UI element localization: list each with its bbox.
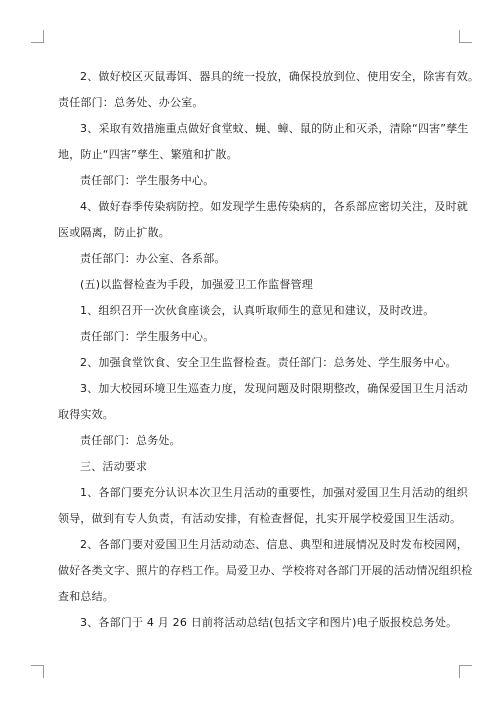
paragraph-line: 4、做好春季传染病防控。如发现学生患传染病的，各系部应密切关注，及时就 <box>80 200 468 213</box>
paragraph-line: 领导，做到有专人负责，有活动安排，有检查督促，扎实开展学校爱国卫生活动。 <box>58 512 462 525</box>
page-corner-mark-top-right <box>459 30 472 43</box>
section-heading: 三、活动要求 <box>80 460 148 473</box>
paragraph-line: 责任部门：总务处。 <box>80 434 181 447</box>
paragraph-line: 3、各部门于 4 月 26 日前将活动总结(包括文字和图片)电子版报校总务处。 <box>80 616 458 629</box>
paragraph-line: 取得实效。 <box>58 408 114 421</box>
page-corner-mark-bottom-left <box>31 665 44 678</box>
paragraph-line: 2、加强食堂饮食、安全卫生监督检查。责任部门：总务处、学生服务中心。 <box>80 356 457 369</box>
paragraph-line: 3、采取有效措施重点做好食堂蚊、蝇、蟑、鼠的防止和灭杀，清除“四害”孳生 <box>80 122 469 135</box>
page-corner-mark-top-left <box>31 30 44 43</box>
paragraph-line: 医或隔离，防止扩散。 <box>58 226 170 239</box>
section-heading: (五)以监督检查为手段，加强爱卫工作监督管理 <box>80 278 313 291</box>
paragraph-line: 责任部门：总务处、办公室。 <box>58 96 204 109</box>
paragraph-line: 3、加大校园环境卫生巡查力度，发现问题及时限期整改，确保爱国卫生月活动 <box>80 382 468 395</box>
paragraph-line: 2、做好校区灭鼠毒饵、器具的统一投放，确保投放到位、使用安全，除害有效。 <box>80 70 480 83</box>
paragraph-line: 2、各部门要对爱国卫生月活动动态、信息、典型和进展情况及时发布校园网， <box>80 538 468 551</box>
paragraph-line: 做好各类文字、照片的存档工作。局爱卫办、学校将对各部门开展的活动情况组织检 <box>58 564 473 577</box>
paragraph-line: 责任部门：学生服务中心。 <box>80 330 215 343</box>
page-corner-mark-bottom-right <box>459 665 472 678</box>
paragraph-line: 地，防止“四害”孳生、繁殖和扩散。 <box>58 148 238 161</box>
paragraph-line: 1、各部门要充分认识本次卫生月活动的重要性，加强对爱国卫生月活动的组织 <box>80 486 468 499</box>
paragraph-line: 查和总结。 <box>58 590 114 603</box>
paragraph-line: 1、组织召开一次伙食座谈会，认真听取师生的意见和建议，及时改进。 <box>80 304 435 317</box>
paragraph-line: 责任部门：学生服务中心。 <box>80 174 215 187</box>
paragraph-line: 责任部门：办公室、各系部。 <box>80 252 226 265</box>
